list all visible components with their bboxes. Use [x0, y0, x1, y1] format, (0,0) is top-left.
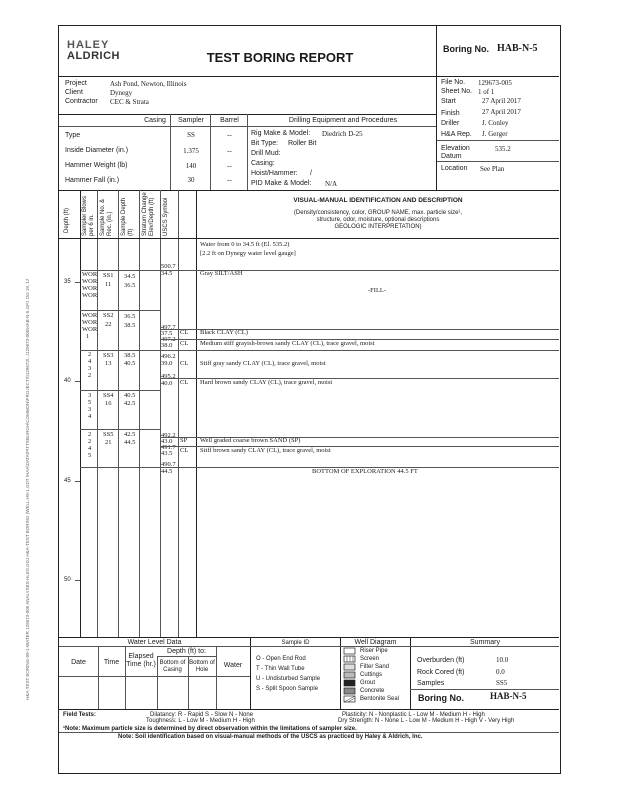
sheet-no-label: Sheet No.	[441, 88, 473, 95]
desc-hard-brown-clay: Hard brown sandy CLAY (CL), trace gravel, moist	[200, 379, 333, 386]
ss3-sample-no: SS3	[103, 352, 114, 359]
water-note-2: [2.2 ft on Dynegy water level gauge]	[200, 250, 296, 257]
desc-silt-ash: Gray SILT/ASH	[200, 270, 243, 277]
type-sampler: SS	[187, 131, 195, 139]
bit-type-label: Bit Type:	[251, 140, 279, 147]
filter-sand-icon	[344, 664, 355, 670]
ss5-blows-2: 2	[88, 438, 92, 445]
ss2-blows-2: WOR	[82, 319, 98, 326]
location-value: See Plan	[480, 165, 505, 173]
hammer-fall-label: Hammer Fall (in.)	[65, 177, 120, 184]
well-concrete: Concrete	[360, 688, 385, 694]
col-barrel: Barrel	[220, 117, 239, 124]
ss1-blows-3: WOR	[82, 285, 98, 292]
overburden-value: 10.0	[496, 656, 509, 664]
cuttings-icon	[344, 672, 355, 678]
well-diagram-legend-icons	[343, 647, 357, 709]
stratum5-elev: 495.2	[161, 373, 176, 380]
concrete-icon	[344, 688, 355, 694]
ss1-top: 34.5	[124, 273, 136, 280]
stratum1-elev: 500.7	[161, 263, 176, 270]
uscs-hard-brown: CL	[180, 379, 189, 386]
visual-manual-line3: GEOLOGIC INTERPRETATION)	[334, 224, 422, 230]
well-diagram-title: Well Diagram	[354, 639, 397, 646]
project-label: Project	[65, 80, 87, 87]
col-sample-depth: Sample Depth (ft)	[121, 197, 134, 236]
water-note-1: Water from 0 to 34.5 ft (El. 535.2)	[200, 241, 290, 248]
fill-label: -FILL-	[368, 287, 387, 294]
ss1-recovery: 11	[105, 281, 112, 288]
well-riser-pipe: Riser Pipe	[360, 648, 388, 654]
footer-boring-no-label: Boring No.	[418, 693, 464, 703]
depth-tick-50: 50	[64, 577, 71, 583]
ss1-blows-4: WOR	[82, 292, 98, 299]
location-label: Location	[441, 165, 468, 172]
stratum7-depth: 43.5	[161, 450, 173, 457]
hammer-weight-label: Hammer Weight (lb)	[65, 162, 128, 169]
logo-bottom: ALDRICH	[67, 50, 120, 62]
field-tests-dry-strength: Dry Strength: N - None L - Low M - Medium H - High V - Very High	[338, 718, 515, 724]
ss5-blows-4: 5	[88, 452, 92, 459]
inside-diameter-sampler: 1.375	[183, 147, 199, 155]
company-logo	[67, 40, 120, 62]
start-value: 27 April 2017	[482, 97, 521, 105]
stratum2-depth: 37.5	[161, 330, 173, 337]
ss5-blows-3: 4	[88, 445, 92, 452]
ss2-blows-4: 1	[86, 333, 90, 340]
ss4-top: 40.5	[124, 392, 136, 399]
client-value: Dynegy	[110, 89, 133, 97]
ss5-sample-no: SS5	[103, 431, 114, 438]
boring-no-value: HAB-N-5	[497, 43, 538, 54]
stratum6-elev: 492.2	[161, 432, 176, 439]
col-casing: Casing	[144, 117, 166, 124]
driller-label: Driller	[441, 120, 460, 127]
client-label: Client	[65, 89, 83, 96]
screen-icon	[344, 656, 355, 662]
finish-label: Finish	[441, 110, 460, 117]
col-drilling: Drilling Equipment and Procedures	[288, 117, 398, 124]
col-sampler-blows: Sampler Blows per 6 in.	[82, 195, 95, 236]
well-screen: Screen	[360, 656, 380, 662]
depth-tick-35: 35	[64, 279, 71, 285]
file-no-value: 129673-005	[478, 79, 512, 87]
ss4-bottom: 42.5	[124, 400, 136, 407]
field-tests-label: Field Tests:	[63, 712, 96, 718]
contractor-value: CEC & Strata	[110, 98, 149, 106]
visual-manual-line2: structure, odor, moisture, optional descriptions	[316, 217, 440, 223]
rock-cored-label: Rock Cored (ft)	[417, 669, 465, 676]
hoist-value: /	[310, 170, 312, 177]
ss1-sample-no: SS1	[103, 272, 114, 279]
stratum8-depth: 44.5	[161, 468, 173, 475]
ss2-bottom: 38.5	[124, 322, 136, 329]
pid-value: N/A	[325, 180, 338, 188]
ss4-blows-1: 3	[88, 392, 92, 399]
ss1-blows-1: WOR	[82, 271, 98, 278]
uscs-stiff-gray: CL	[180, 360, 189, 367]
particle-size-note: ¹Note: Maximum particle size is determined by direct observation within the limitations of sampler size.	[63, 726, 357, 732]
footer-boring-no-value: HAB-N-5	[490, 691, 527, 701]
ss4-sample-no: SS4	[103, 392, 114, 399]
desc-medium-stiff-clay: Medium stiff grayish-brown sandy CLAY (CL), trace gravel, moist	[200, 340, 375, 347]
boring-no-label: Boring No.	[443, 44, 489, 54]
sample-id-open-end-rod: O - Open End Rod	[256, 656, 306, 662]
depth-tick-40: 40	[64, 378, 71, 384]
uscs-stiff-brown: CL	[180, 447, 189, 454]
ss3-blows-3: 3	[88, 365, 92, 372]
ss3-bottom: 40.5	[124, 360, 136, 367]
stratum3-depth: 38.0	[161, 342, 173, 349]
well-bentonite-seal: Bentonite Seal	[360, 696, 400, 702]
hammer-fall-sampler: 30	[187, 176, 195, 184]
wl-bottom-casing: Bottom of Casing	[159, 660, 186, 673]
col-sample-no: Sample No. & Rec. (in.)	[100, 198, 113, 236]
well-grout: Grout	[360, 680, 376, 686]
well-cuttings: Cuttings	[360, 672, 383, 678]
ss3-top: 38.5	[124, 352, 136, 359]
grout-icon	[344, 680, 355, 686]
ss3-blows-4: 2	[88, 372, 92, 379]
bottom-of-exploration: BOTTOM OF EXPLORATION 44.5 FT	[312, 468, 418, 475]
ss3-blows-1: 2	[88, 351, 92, 358]
desc-stiff-brown-clay: Stiff brown sandy CLAY (CL), trace gravel, moist	[200, 447, 331, 454]
ha-rep-value: J. Gerger	[482, 130, 508, 138]
wl-elapsed-header: Elapsed Time (hr.)	[126, 653, 156, 668]
hammer-weight-barrel: --	[227, 162, 232, 170]
ss3-recovery: 13	[105, 360, 112, 367]
desc-graded-sand: Well graded coarse brown SAND (SP)	[200, 437, 301, 444]
samples-value: SS5	[496, 679, 508, 687]
side-file-stamp: H&A-TEST BORING-09-1-WATER 129673-005 ANALYSES-HLES.GDJ H&A-TEST BORING (WELL-H8-1.GDT \HAA\DATA\PITTSBURGH\COMMON\PROJECTS\129673\...\129673-005\HAB-N-5.GPJ Oct 19, 17	[25, 278, 30, 700]
elevation-label: Elevation	[441, 145, 470, 152]
file-no-label: File No.	[441, 79, 466, 86]
sample-id-title: Sample ID	[281, 640, 310, 646]
field-tests-plasticity: Plasticity: N - Nonplastic L - Low M - Medium H - High	[342, 712, 485, 718]
contractor-label: Contractor	[65, 98, 98, 105]
col-depth: Depth (ft)	[64, 207, 70, 233]
rig-value: Diedrich D-25	[322, 130, 363, 138]
sample-id-thin-wall-tube: T - Thin Wall Tube	[256, 666, 305, 672]
visual-manual-line1: (Density/consistency, color, GROUP NAME, max. particle size¹,	[293, 210, 463, 216]
ss4-blows-3: 3	[88, 406, 92, 413]
stratum4-depth: 39.0	[161, 360, 173, 367]
ss5-recovery: 21	[105, 439, 112, 446]
inside-diameter-label: Inside Diameter (in.)	[65, 147, 129, 154]
wl-water-header: Water	[223, 662, 243, 669]
summary-title: Summary	[470, 639, 500, 646]
type-barrel: --	[227, 131, 232, 139]
overburden-label: Overburden (ft)	[417, 657, 465, 664]
start-label: Start	[441, 98, 456, 105]
elevation-value: 535.2	[495, 145, 511, 153]
ss4-recovery: 16	[105, 400, 112, 407]
ha-rep-label: H&A Rep.	[441, 131, 472, 138]
sample-id-undisturbed: U - Undisturbed Sample	[256, 676, 321, 682]
wl-time-header: Time	[103, 659, 120, 666]
field-tests-toughness: Toughness: L - Low M - Medium H - High	[146, 718, 255, 724]
ss1-bottom: 36.5	[124, 282, 136, 289]
stratum3-elev: 497.2	[161, 336, 176, 343]
ss4-blows-2: 5	[88, 399, 92, 406]
inside-diameter-barrel: --	[227, 147, 232, 155]
uscs-medium-stiff: CL	[180, 340, 189, 347]
uscs-sand: SP	[180, 437, 188, 444]
depth-tick-45: 45	[64, 478, 71, 484]
soil-identification-note: Note: Soil identification based on visual-manual methods of the USCS as practiced by Haley & Aldrich, Inc.	[118, 734, 423, 740]
ss2-recovery: 22	[105, 321, 112, 328]
pid-label: PID Make & Model:	[251, 180, 312, 187]
samples-label: Samples	[417, 680, 445, 687]
ss1-blows-2: WOR	[82, 278, 98, 285]
logo-top: HALEY	[67, 39, 110, 51]
stratum5-depth: 40.0	[161, 380, 173, 387]
visual-manual-title: VISUAL-MANUAL IDENTIFICATION AND DESCRIPTION	[293, 197, 463, 204]
sheet-no-value: 1 of 1	[478, 88, 495, 96]
ss2-blows-1: WOR	[82, 312, 98, 319]
desc-stiff-gray-clay: Stiff gray sandy CLAY (CL), trace gravel, moist	[200, 360, 326, 367]
drill-mud-label: Drill Mud:	[251, 150, 281, 157]
bit-type-value: Roller Bit	[288, 140, 317, 147]
ss2-sample-no: SS2	[103, 312, 114, 319]
ss2-top: 36.5	[124, 313, 136, 320]
project-value: Ash Pond, Newton, Illinois	[110, 80, 187, 88]
hammer-fall-barrel: --	[227, 176, 232, 184]
well-filter-sand: Filter Sand	[360, 664, 390, 670]
col-uscs-symbol: USCS Symbol	[163, 197, 169, 236]
ss3-blows-2: 4	[88, 358, 92, 365]
stratum6-depth: 43.0	[161, 438, 173, 445]
hammer-weight-sampler: 140	[185, 162, 197, 170]
wl-depth-header: Depth (ft) to:	[167, 648, 206, 655]
stratum8-elev: 490.7	[161, 461, 176, 468]
desc-black-clay: Black CLAY (CL)	[200, 329, 248, 336]
water-level-title: Water Level Data	[127, 639, 182, 646]
col-stratum-change: Stratum Change Elev/Depth (ft)	[142, 192, 155, 236]
riser-pipe-icon	[344, 648, 355, 654]
sample-id-split-spoon: S - Split Spoon Sample	[256, 686, 319, 692]
ss5-blows-1: 2	[88, 431, 92, 438]
stratum7-elev: 491.7	[161, 444, 176, 451]
field-tests-dilatancy: Dilatancy: R - Rapid S - Slow N - None	[150, 712, 254, 718]
report-title: TEST BORING REPORT	[206, 50, 354, 65]
ss2-blows-3: WOR	[82, 326, 98, 333]
finish-value: 27 April 2017	[482, 108, 521, 116]
rig-label: Rig Make & Model:	[251, 130, 311, 137]
ss5-top: 42.5	[124, 431, 136, 438]
wl-bottom-hole: Bottom of Hole	[189, 660, 215, 673]
wl-date-header: Date	[71, 659, 86, 666]
datum-label: Datum	[441, 153, 462, 160]
hoist-label: Hoist/Hammer:	[251, 170, 298, 177]
casing-label: Casing:	[251, 160, 275, 167]
ss4-blows-4: 4	[88, 413, 92, 420]
col-sampler: Sampler	[177, 117, 205, 124]
driller-value: J. Conley	[482, 119, 509, 127]
type-label: Type	[65, 132, 81, 139]
uscs-black-clay: CL	[180, 329, 189, 336]
rock-cored-value: 0.0	[496, 668, 505, 676]
ss5-bottom: 44.5	[124, 439, 136, 446]
stratum4-elev: 496.2	[161, 353, 176, 360]
stratum2-elev: 497.7	[161, 324, 176, 331]
stratum1-depth: 34.5	[161, 270, 173, 277]
